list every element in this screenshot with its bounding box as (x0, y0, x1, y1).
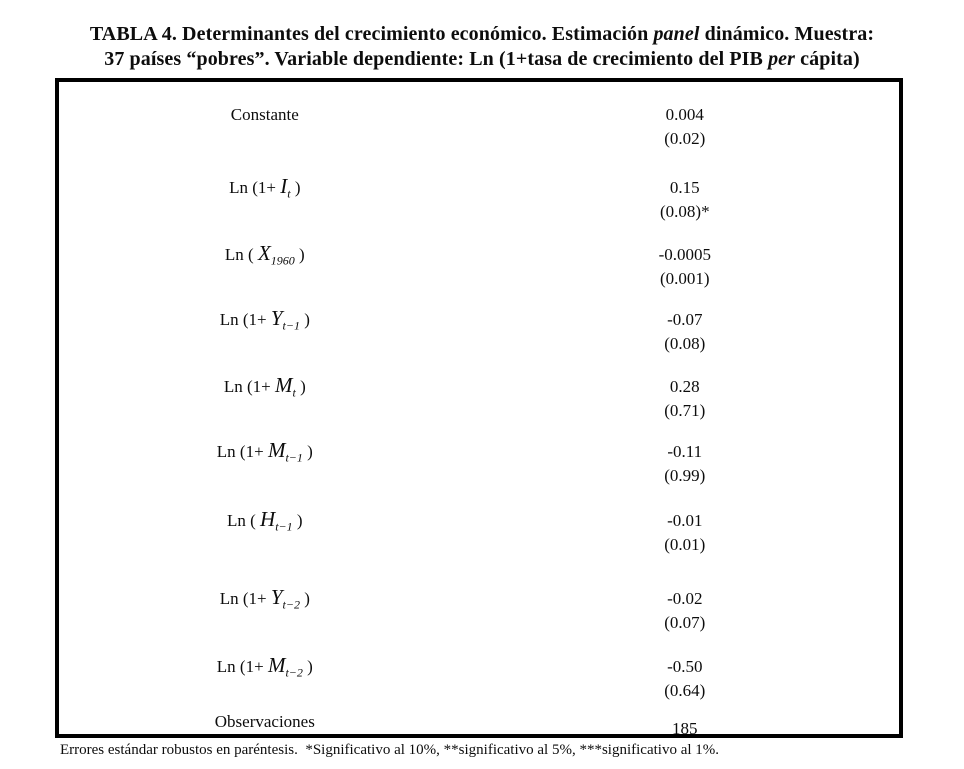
results-table (55, 78, 903, 738)
row-values (471, 176, 899, 224)
table-row-ln-y-lag2 (59, 587, 899, 635)
label-text: ) (294, 245, 305, 264)
table-row-ln-investment (59, 176, 899, 224)
label-text: ) (302, 657, 313, 676)
standard-error: (0.08)* (660, 202, 710, 221)
standard-error: (0.08) (664, 334, 706, 353)
observations-count: 185 (672, 719, 698, 738)
row-label (59, 243, 471, 267)
label-text: Ln (1+ (219, 589, 271, 608)
row-label (59, 176, 471, 200)
label-text: Ln ( (227, 511, 261, 530)
coefficient-value: 0.004 (665, 105, 704, 124)
coefficient-value: -0.50 (667, 657, 703, 676)
row-label (59, 710, 471, 734)
title-text: 37 países “pobres”. Variable dependiente: Ln (1+tasa de crecimiento del PIB (104, 48, 769, 70)
row-values (471, 655, 899, 703)
math-variable: I (280, 174, 288, 198)
row-values (471, 103, 899, 151)
label-text: Ln (1+ (229, 178, 281, 197)
coefficient-value: 0.15 (669, 178, 700, 197)
standard-error: (0.71) (664, 401, 706, 420)
title-text: TABLA 4. Determinantes del crecimiento económico. Estimación (89, 23, 654, 45)
table-row-ln-m (59, 375, 899, 423)
row-label (59, 440, 471, 464)
coefficient-value: -0.01 (667, 511, 703, 530)
title-text: dinámico. Muestra: (699, 23, 875, 45)
math-variable: Y (270, 306, 283, 330)
row-label (59, 587, 471, 611)
label-text: Ln (1+ (223, 377, 275, 396)
label-text: ) (295, 377, 306, 396)
coefficient-value: -0.11 (667, 442, 703, 461)
math-subscript: t−2 (282, 597, 300, 612)
math-subscript: t−2 (285, 665, 303, 680)
math-variable: Y (270, 585, 283, 609)
label-text: ) (302, 442, 313, 461)
label-text: ) (299, 589, 310, 608)
row-label (59, 308, 471, 332)
row-label (59, 375, 471, 399)
row-values (471, 243, 899, 291)
standard-error: (0.64) (664, 681, 706, 700)
row-values (471, 509, 899, 557)
row-values (471, 440, 899, 488)
row-values (471, 375, 899, 423)
table-footnote: Errores estándar robustos en paréntesis. *Significativo al 10%, **significativo al 5%, ***significativo al 1%. (60, 742, 720, 758)
standard-error: (0.99) (664, 466, 706, 485)
row-label (59, 103, 471, 127)
math-subscript: t−1 (285, 450, 303, 465)
title-italic-word: panel (653, 23, 700, 45)
label-text: ) (292, 511, 303, 530)
label-text: Observaciones (214, 712, 315, 731)
math-subscript: 1960 (270, 253, 295, 268)
coefficient-value: -0.0005 (658, 245, 711, 264)
label-text: Ln ( (224, 245, 258, 264)
math-variable: M (267, 438, 286, 462)
table-title-line-2 (0, 47, 964, 72)
title-text: cápita) (795, 48, 860, 70)
standard-error: (0.01) (664, 535, 706, 554)
table-title (0, 22, 964, 72)
math-variable: H (260, 507, 276, 531)
row-values (471, 308, 899, 356)
label-text: ) (299, 310, 310, 329)
row-label (59, 509, 471, 533)
math-variable: M (274, 373, 293, 397)
label-text: Constante (230, 105, 299, 124)
table-row-ln-x1960 (59, 243, 899, 291)
row-values (471, 587, 899, 635)
table-row-ln-m-lag2 (59, 655, 899, 703)
table-row-ln-h-lag1 (59, 509, 899, 557)
label-text: Ln (1+ (216, 657, 268, 676)
math-subscript: t (292, 385, 296, 400)
table-row-ln-y-lag1 (59, 308, 899, 356)
math-variable: M (267, 653, 286, 677)
row-label (59, 655, 471, 679)
math-subscript: t−1 (282, 318, 300, 333)
standard-error: (0.001) (660, 269, 710, 288)
row-values (471, 710, 899, 738)
coefficient-value: -0.02 (667, 589, 703, 608)
table-title-line-1 (0, 22, 964, 47)
title-italic-word: per (768, 48, 796, 70)
table-row-constante (59, 103, 899, 151)
label-text: Ln (1+ (219, 310, 271, 329)
math-subscript: t−1 (275, 519, 293, 534)
coefficient-value: 0.28 (669, 377, 700, 396)
standard-error: (0.02) (664, 129, 706, 148)
table-row-observaciones (59, 710, 899, 738)
math-subscript: t (287, 186, 291, 201)
standard-error: (0.07) (664, 613, 706, 632)
label-text: ) (290, 178, 301, 197)
math-variable: X (257, 241, 271, 265)
coefficient-value: -0.07 (667, 310, 703, 329)
label-text: Ln (1+ (216, 442, 268, 461)
table-row-ln-m-lag1 (59, 440, 899, 488)
